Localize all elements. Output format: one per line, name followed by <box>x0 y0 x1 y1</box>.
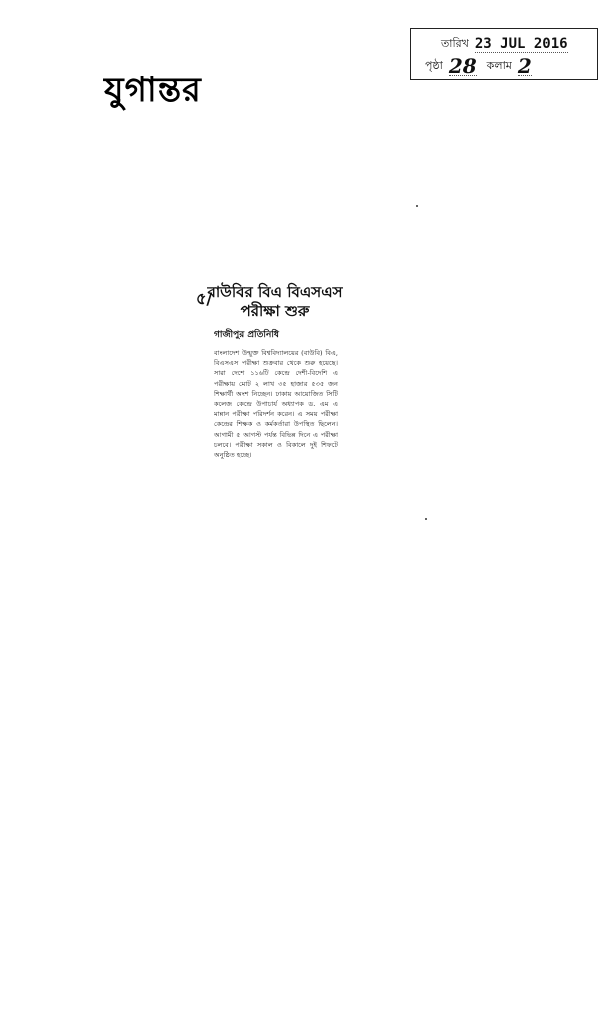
stamp-column-label: কলাম <box>486 59 512 72</box>
stamp-page-row <box>425 54 532 78</box>
stamp-page-label: পৃষ্ঠা <box>425 59 443 72</box>
article-body: বাংলাদেশ উন্মুক্ত বিশ্ববিদ্যালয়ের (বাউবি) বিএ, বিএসএস পরীক্ষা শুক্রবার থেকে শুরু হয়েছে। সারা দেশে ১১৬টি কেন্দ্রে দেশী-বিদেশি এ পরীক্ষায় মোট ২ লাখ ৩৫ হাজার ৫৩৫ জন শিক্ষার্থী অংশ নিচ্ছেন। ঢাকায় আয়োজিত সিটি কলেজ কেন্দ্রে উপাচার্য অধ্যাপক ড. এম এ মান্নান পরীক্ষা পরিদর্শন করেন। এ সময় পরীক্ষা কেন্দ্রের শিক্ষক ও কর্মকর্তারা উপস্থিত ছিলেন। আগামী ৫ আগস্ট পর্যন্ত বিভিন্ন দিনে এ পরীক্ষা চলবে। পরীক্ষা সকাল ও বিকালে দুই শিফটে অনুষ্ঠিত হচ্ছে। <box>214 349 338 460</box>
stamp-column-value: 2 <box>517 54 532 78</box>
stamp-page-value: 28 <box>448 54 477 78</box>
scan-speck <box>416 205 418 207</box>
clip-mark: ৫/ <box>196 289 213 308</box>
stamp-date-row <box>441 35 568 54</box>
stamp-date-label: তারিখ <box>441 37 469 50</box>
news-clipping <box>196 283 346 548</box>
stamp-date-value: 23 JUL 2016 <box>474 36 568 52</box>
article-headline <box>196 283 346 321</box>
headline-line-1: বাউবির বিএ বিএসএস <box>207 283 343 301</box>
archive-stamp <box>410 28 598 80</box>
scan-speck <box>425 518 427 520</box>
newspaper-masthead: যুগান্তর <box>104 70 202 110</box>
headline-line-2: পরীক্ষা শুরু <box>240 302 310 320</box>
article-byline: গাজীপুর প্রতিনিধি <box>214 330 279 340</box>
